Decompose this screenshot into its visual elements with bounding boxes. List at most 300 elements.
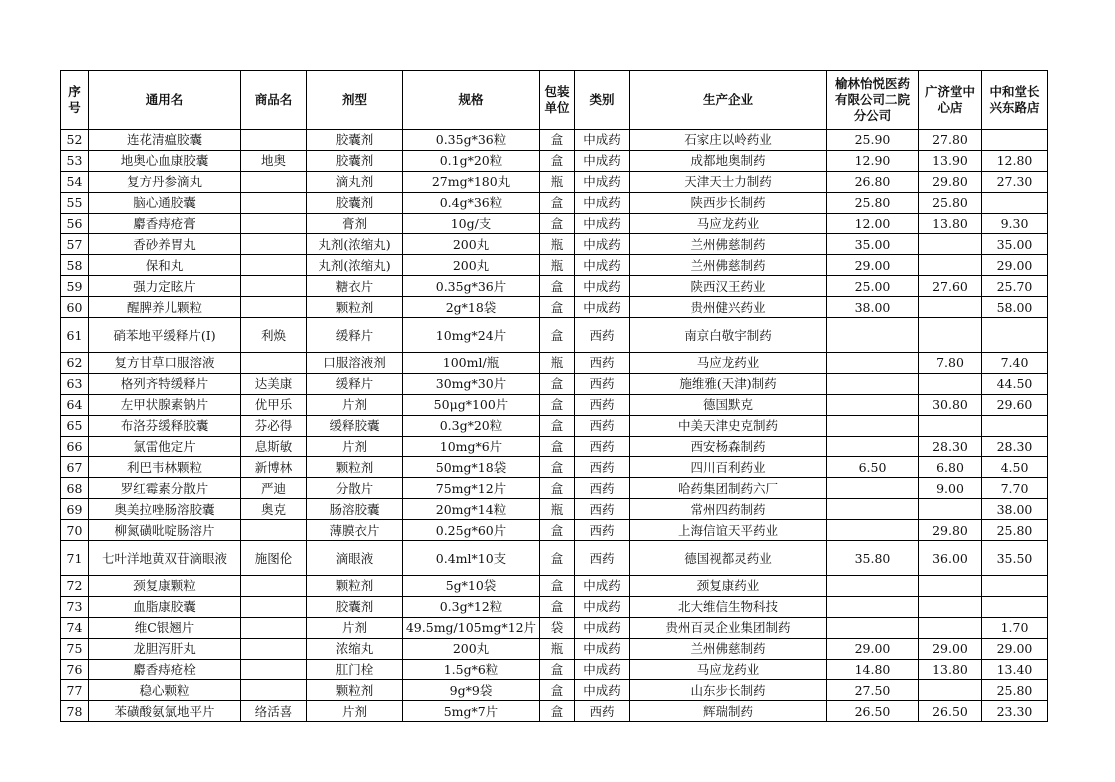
cell-price-guangjitang: 27.80 [919, 130, 982, 151]
cell-brand-name [241, 234, 307, 255]
cell-dosage-form: 丸剂(浓缩丸) [307, 255, 403, 276]
cell-price-yuyue: 12.00 [827, 213, 919, 234]
cell-price-yuyue [827, 394, 919, 415]
cell-brand-name: 达美康 [241, 373, 307, 394]
cell-index: 60 [61, 297, 89, 318]
cell-generic-name: 硝苯地平缓释片(Ⅰ) [89, 318, 241, 353]
cell-generic-name: 布洛芬缓释胶囊 [89, 415, 241, 436]
cell-generic-name: 强力定眩片 [89, 276, 241, 297]
cell-price-yuyue [827, 373, 919, 394]
table-body [61, 130, 1048, 722]
cell-category: 中成药 [575, 638, 630, 659]
cell-package-unit: 盒 [540, 457, 575, 478]
cell-price-yuyue: 29.00 [827, 255, 919, 276]
cell-price-guangjitang: 30.80 [919, 394, 982, 415]
cell-price-zhonghetang: 25.70 [982, 276, 1048, 297]
cell-category: 西药 [575, 541, 630, 576]
cell-price-guangjitang [919, 415, 982, 436]
cell-dosage-form: 缓释片 [307, 318, 403, 353]
cell-index: 70 [61, 520, 89, 541]
table-row [61, 297, 1048, 318]
cell-brand-name: 奥克 [241, 499, 307, 520]
col-header-brand-name: 商品名 [241, 71, 307, 130]
cell-category: 中成药 [575, 659, 630, 680]
table-row [61, 171, 1048, 192]
cell-generic-name: 颈复康颗粒 [89, 576, 241, 597]
cell-manufacturer: 西安杨森制药 [630, 436, 827, 457]
cell-spec: 0.3g*12粒 [403, 596, 540, 617]
cell-package-unit: 盒 [540, 680, 575, 701]
cell-spec: 50μg*100片 [403, 394, 540, 415]
col-header-manufacturer: 生产企业 [630, 71, 827, 130]
cell-price-zhonghetang [982, 192, 1048, 213]
cell-manufacturer: 兰州佛慈制药 [630, 255, 827, 276]
cell-category: 西药 [575, 373, 630, 394]
cell-dosage-form: 缓释胶囊 [307, 415, 403, 436]
cell-spec: 50mg*18袋 [403, 457, 540, 478]
cell-brand-name [241, 192, 307, 213]
cell-generic-name: 奥美拉唑肠溶胶囊 [89, 499, 241, 520]
cell-spec: 10g/支 [403, 213, 540, 234]
cell-dosage-form: 胶囊剂 [307, 596, 403, 617]
table-row [61, 638, 1048, 659]
cell-price-guangjitang [919, 680, 982, 701]
cell-manufacturer: 石家庄以岭药业 [630, 130, 827, 151]
table-row [61, 276, 1048, 297]
table-row [61, 541, 1048, 576]
cell-price-yuyue [827, 617, 919, 638]
cell-generic-name: 柳氮磺吡啶肠溶片 [89, 520, 241, 541]
cell-manufacturer: 天津天士力制药 [630, 171, 827, 192]
cell-category: 中成药 [575, 234, 630, 255]
cell-generic-name: 氯雷他定片 [89, 436, 241, 457]
cell-category: 西药 [575, 415, 630, 436]
cell-index: 65 [61, 415, 89, 436]
cell-price-yuyue [827, 520, 919, 541]
cell-brand-name: 络活喜 [241, 701, 307, 722]
cell-manufacturer: 山东步长制药 [630, 680, 827, 701]
cell-spec: 100ml/瓶 [403, 353, 540, 374]
cell-price-zhonghetang: 1.70 [982, 617, 1048, 638]
cell-index: 67 [61, 457, 89, 478]
table-row [61, 150, 1048, 171]
cell-category: 中成药 [575, 171, 630, 192]
cell-price-guangjitang: 28.30 [919, 436, 982, 457]
cell-price-yuyue [827, 576, 919, 597]
cell-brand-name: 息斯敏 [241, 436, 307, 457]
cell-index: 64 [61, 394, 89, 415]
cell-package-unit: 盒 [540, 701, 575, 722]
cell-package-unit: 瓶 [540, 255, 575, 276]
cell-manufacturer: 南京白敬宇制药 [630, 318, 827, 353]
cell-price-guangjitang [919, 499, 982, 520]
cell-package-unit: 瓶 [540, 638, 575, 659]
price-table [60, 70, 1048, 722]
cell-manufacturer: 北大维信生物科技 [630, 596, 827, 617]
cell-spec: 0.35g*36粒 [403, 130, 540, 151]
cell-package-unit: 盒 [540, 297, 575, 318]
cell-generic-name: 麝香痔疮膏 [89, 213, 241, 234]
cell-category: 西药 [575, 499, 630, 520]
cell-brand-name: 利焕 [241, 318, 307, 353]
table-row [61, 353, 1048, 374]
cell-dosage-form: 片剂 [307, 436, 403, 457]
cell-price-guangjitang [919, 297, 982, 318]
cell-brand-name [241, 576, 307, 597]
cell-dosage-form: 糖衣片 [307, 276, 403, 297]
cell-dosage-form: 分散片 [307, 478, 403, 499]
cell-brand-name [241, 520, 307, 541]
cell-manufacturer: 中美天津史克制药 [630, 415, 827, 436]
cell-price-guangjitang: 7.80 [919, 353, 982, 374]
cell-dosage-form: 片剂 [307, 701, 403, 722]
cell-spec: 30mg*30片 [403, 373, 540, 394]
cell-index: 71 [61, 541, 89, 576]
table-row [61, 617, 1048, 638]
cell-manufacturer: 颈复康药业 [630, 576, 827, 597]
cell-generic-name: 血脂康胶囊 [89, 596, 241, 617]
cell-price-guangjitang [919, 318, 982, 353]
cell-dosage-form: 颗粒剂 [307, 680, 403, 701]
table-row [61, 130, 1048, 151]
cell-generic-name: 麝香痔疮栓 [89, 659, 241, 680]
cell-price-zhonghetang: 7.70 [982, 478, 1048, 499]
cell-price-guangjitang: 13.90 [919, 150, 982, 171]
header-row [61, 71, 1048, 130]
cell-package-unit: 盒 [540, 394, 575, 415]
cell-price-guangjitang: 36.00 [919, 541, 982, 576]
table-row [61, 318, 1048, 353]
cell-index: 62 [61, 353, 89, 374]
cell-manufacturer: 辉瑞制药 [630, 701, 827, 722]
cell-price-yuyue [827, 499, 919, 520]
cell-price-yuyue: 12.90 [827, 150, 919, 171]
cell-category: 中成药 [575, 276, 630, 297]
cell-package-unit: 瓶 [540, 171, 575, 192]
cell-price-guangjitang [919, 373, 982, 394]
cell-spec: 200丸 [403, 255, 540, 276]
cell-price-zhonghetang [982, 596, 1048, 617]
cell-generic-name: 维C银翘片 [89, 617, 241, 638]
cell-generic-name: 七叶洋地黄双苷滴眼液 [89, 541, 241, 576]
cell-price-zhonghetang [982, 318, 1048, 353]
cell-generic-name: 利巴韦林颗粒 [89, 457, 241, 478]
cell-package-unit: 瓶 [540, 499, 575, 520]
cell-dosage-form: 片剂 [307, 394, 403, 415]
cell-price-zhonghetang: 25.80 [982, 680, 1048, 701]
cell-brand-name [241, 617, 307, 638]
cell-index: 56 [61, 213, 89, 234]
table-row [61, 701, 1048, 722]
cell-price-guangjitang: 13.80 [919, 659, 982, 680]
cell-price-zhonghetang: 9.30 [982, 213, 1048, 234]
cell-manufacturer: 陕西步长制药 [630, 192, 827, 213]
cell-package-unit: 瓶 [540, 353, 575, 374]
cell-price-zhonghetang: 23.30 [982, 701, 1048, 722]
cell-price-zhonghetang: 58.00 [982, 297, 1048, 318]
cell-brand-name [241, 130, 307, 151]
cell-generic-name: 罗红霉素分散片 [89, 478, 241, 499]
cell-category: 中成药 [575, 130, 630, 151]
cell-price-yuyue: 25.90 [827, 130, 919, 151]
cell-package-unit: 盒 [540, 520, 575, 541]
cell-spec: 20mg*14粒 [403, 499, 540, 520]
cell-package-unit: 盒 [540, 436, 575, 457]
cell-index: 57 [61, 234, 89, 255]
cell-dosage-form: 肛门栓 [307, 659, 403, 680]
cell-manufacturer: 上海信谊天平药业 [630, 520, 827, 541]
cell-spec: 0.25g*60片 [403, 520, 540, 541]
col-header-store-yuyue: 榆林怡悦医药有限公司二院分公司 [827, 71, 919, 130]
cell-price-guangjitang: 25.80 [919, 192, 982, 213]
cell-dosage-form: 口服溶液剂 [307, 353, 403, 374]
cell-price-zhonghetang: 44.50 [982, 373, 1048, 394]
cell-category: 中成药 [575, 617, 630, 638]
cell-brand-name: 芬必得 [241, 415, 307, 436]
cell-category: 中成药 [575, 297, 630, 318]
cell-price-zhonghetang: 35.50 [982, 541, 1048, 576]
cell-manufacturer: 马应龙药业 [630, 213, 827, 234]
cell-generic-name: 稳心颗粒 [89, 680, 241, 701]
cell-price-yuyue: 25.80 [827, 192, 919, 213]
cell-price-guangjitang [919, 234, 982, 255]
cell-spec: 10mg*6片 [403, 436, 540, 457]
cell-package-unit: 盒 [540, 213, 575, 234]
cell-manufacturer: 成都地奥制药 [630, 150, 827, 171]
cell-spec: 0.1g*20粒 [403, 150, 540, 171]
table-row [61, 255, 1048, 276]
table-row [61, 596, 1048, 617]
cell-price-yuyue: 27.50 [827, 680, 919, 701]
cell-manufacturer: 常州四药制药 [630, 499, 827, 520]
cell-dosage-form: 浓缩丸 [307, 638, 403, 659]
cell-manufacturer: 兰州佛慈制药 [630, 234, 827, 255]
cell-price-zhonghetang [982, 130, 1048, 151]
cell-index: 72 [61, 576, 89, 597]
table-row [61, 234, 1048, 255]
table-row [61, 457, 1048, 478]
cell-package-unit: 盒 [540, 130, 575, 151]
cell-price-guangjitang: 29.80 [919, 520, 982, 541]
table-row [61, 373, 1048, 394]
col-header-generic-name: 通用名 [89, 71, 241, 130]
cell-spec: 10mg*24片 [403, 318, 540, 353]
table-row [61, 499, 1048, 520]
cell-dosage-form: 缓释片 [307, 373, 403, 394]
cell-price-yuyue: 29.00 [827, 638, 919, 659]
cell-price-yuyue [827, 478, 919, 499]
cell-price-guangjitang: 27.60 [919, 276, 982, 297]
cell-package-unit: 盒 [540, 415, 575, 436]
cell-spec: 200丸 [403, 638, 540, 659]
cell-category: 中成药 [575, 192, 630, 213]
cell-price-zhonghetang: 35.00 [982, 234, 1048, 255]
col-header-dosage-form: 剂型 [307, 71, 403, 130]
cell-price-yuyue: 14.80 [827, 659, 919, 680]
cell-spec: 200丸 [403, 234, 540, 255]
cell-price-guangjitang [919, 596, 982, 617]
cell-dosage-form: 片剂 [307, 617, 403, 638]
cell-brand-name: 严迪 [241, 478, 307, 499]
cell-price-guangjitang [919, 576, 982, 597]
cell-manufacturer: 四川百利药业 [630, 457, 827, 478]
cell-price-guangjitang: 26.50 [919, 701, 982, 722]
cell-manufacturer: 贵州健兴药业 [630, 297, 827, 318]
cell-index: 54 [61, 171, 89, 192]
cell-price-guangjitang: 9.00 [919, 478, 982, 499]
cell-index: 69 [61, 499, 89, 520]
table-row [61, 436, 1048, 457]
cell-price-yuyue: 35.80 [827, 541, 919, 576]
cell-generic-name: 苯磺酸氨氯地平片 [89, 701, 241, 722]
table-row [61, 520, 1048, 541]
cell-dosage-form: 滴眼液 [307, 541, 403, 576]
cell-price-zhonghetang: 7.40 [982, 353, 1048, 374]
cell-price-zhonghetang: 29.00 [982, 638, 1048, 659]
cell-spec: 0.35g*36片 [403, 276, 540, 297]
cell-category: 西药 [575, 436, 630, 457]
cell-package-unit: 盒 [540, 276, 575, 297]
table-row [61, 213, 1048, 234]
cell-index: 78 [61, 701, 89, 722]
cell-dosage-form: 胶囊剂 [307, 192, 403, 213]
cell-generic-name: 复方甘草口服溶液 [89, 353, 241, 374]
cell-category: 西药 [575, 457, 630, 478]
cell-price-yuyue [827, 596, 919, 617]
cell-spec: 5mg*7片 [403, 701, 540, 722]
cell-package-unit: 袋 [540, 617, 575, 638]
cell-brand-name: 施图伦 [241, 541, 307, 576]
cell-dosage-form: 颗粒剂 [307, 457, 403, 478]
cell-index: 59 [61, 276, 89, 297]
cell-index: 53 [61, 150, 89, 171]
col-header-category: 类别 [575, 71, 630, 130]
cell-brand-name: 优甲乐 [241, 394, 307, 415]
cell-category: 中成药 [575, 255, 630, 276]
cell-brand-name [241, 276, 307, 297]
cell-brand-name [241, 659, 307, 680]
cell-brand-name [241, 638, 307, 659]
cell-index: 63 [61, 373, 89, 394]
cell-dosage-form: 肠溶胶囊 [307, 499, 403, 520]
cell-generic-name: 龙胆泻肝丸 [89, 638, 241, 659]
cell-generic-name: 格列齐特缓释片 [89, 373, 241, 394]
cell-price-yuyue [827, 318, 919, 353]
cell-brand-name [241, 213, 307, 234]
cell-spec: 5g*10袋 [403, 576, 540, 597]
cell-spec: 9g*9袋 [403, 680, 540, 701]
cell-price-zhonghetang: 25.80 [982, 520, 1048, 541]
table-row [61, 478, 1048, 499]
cell-price-yuyue: 35.00 [827, 234, 919, 255]
col-header-store-zhonghetang: 中和堂长兴东路店 [982, 71, 1048, 130]
col-header-spec: 规格 [403, 71, 540, 130]
cell-category: 中成药 [575, 576, 630, 597]
cell-category: 西药 [575, 520, 630, 541]
cell-dosage-form: 颗粒剂 [307, 297, 403, 318]
cell-category: 西药 [575, 353, 630, 374]
cell-generic-name: 地奥心血康胶囊 [89, 150, 241, 171]
table-row [61, 415, 1048, 436]
cell-package-unit: 盒 [540, 659, 575, 680]
cell-category: 中成药 [575, 150, 630, 171]
table-row [61, 576, 1048, 597]
cell-package-unit: 瓶 [540, 234, 575, 255]
cell-package-unit: 盒 [540, 318, 575, 353]
cell-price-zhonghetang: 38.00 [982, 499, 1048, 520]
cell-price-yuyue [827, 436, 919, 457]
cell-dosage-form: 薄膜衣片 [307, 520, 403, 541]
cell-category: 西药 [575, 701, 630, 722]
cell-brand-name [241, 596, 307, 617]
cell-generic-name: 复方丹参滴丸 [89, 171, 241, 192]
cell-package-unit: 盒 [540, 478, 575, 499]
cell-manufacturer: 马应龙药业 [630, 353, 827, 374]
cell-spec: 75mg*12片 [403, 478, 540, 499]
col-header-store-guangjitang: 广济堂中心店 [919, 71, 982, 130]
cell-spec: 0.3g*20粒 [403, 415, 540, 436]
cell-category: 中成药 [575, 213, 630, 234]
cell-generic-name: 脑心通胶囊 [89, 192, 241, 213]
cell-price-guangjitang: 13.80 [919, 213, 982, 234]
cell-package-unit: 盒 [540, 596, 575, 617]
cell-dosage-form: 滴丸剂 [307, 171, 403, 192]
cell-generic-name: 保和丸 [89, 255, 241, 276]
cell-price-yuyue: 38.00 [827, 297, 919, 318]
cell-generic-name: 醒脾养儿颗粒 [89, 297, 241, 318]
cell-brand-name: 新博林 [241, 457, 307, 478]
cell-manufacturer: 德国视都灵药业 [630, 541, 827, 576]
cell-package-unit: 盒 [540, 576, 575, 597]
cell-brand-name: 地奥 [241, 150, 307, 171]
cell-manufacturer: 陕西汉王药业 [630, 276, 827, 297]
col-header-index: 序号 [61, 71, 89, 130]
cell-category: 西药 [575, 394, 630, 415]
cell-price-zhonghetang: 13.40 [982, 659, 1048, 680]
cell-price-guangjitang: 29.00 [919, 638, 982, 659]
cell-index: 75 [61, 638, 89, 659]
cell-index: 73 [61, 596, 89, 617]
cell-manufacturer: 贵州百灵企业集团制药 [630, 617, 827, 638]
cell-price-yuyue: 6.50 [827, 457, 919, 478]
cell-price-yuyue [827, 353, 919, 374]
cell-price-yuyue: 25.00 [827, 276, 919, 297]
cell-category: 中成药 [575, 596, 630, 617]
table-row [61, 192, 1048, 213]
cell-price-guangjitang: 6.80 [919, 457, 982, 478]
cell-generic-name: 连花清瘟胶囊 [89, 130, 241, 151]
cell-generic-name: 香砂养胃丸 [89, 234, 241, 255]
cell-spec: 1.5g*6粒 [403, 659, 540, 680]
cell-category: 中成药 [575, 680, 630, 701]
cell-index: 77 [61, 680, 89, 701]
cell-price-zhonghetang: 28.30 [982, 436, 1048, 457]
cell-spec: 27mg*180丸 [403, 171, 540, 192]
cell-price-yuyue: 26.80 [827, 171, 919, 192]
cell-dosage-form: 胶囊剂 [307, 150, 403, 171]
cell-package-unit: 盒 [540, 192, 575, 213]
table-row [61, 394, 1048, 415]
cell-generic-name: 左甲状腺素钠片 [89, 394, 241, 415]
cell-index: 58 [61, 255, 89, 276]
cell-package-unit: 盒 [540, 541, 575, 576]
cell-price-zhonghetang: 29.60 [982, 394, 1048, 415]
cell-price-guangjitang [919, 255, 982, 276]
cell-manufacturer: 兰州佛慈制药 [630, 638, 827, 659]
cell-spec: 0.4g*36粒 [403, 192, 540, 213]
cell-brand-name [241, 297, 307, 318]
cell-index: 68 [61, 478, 89, 499]
